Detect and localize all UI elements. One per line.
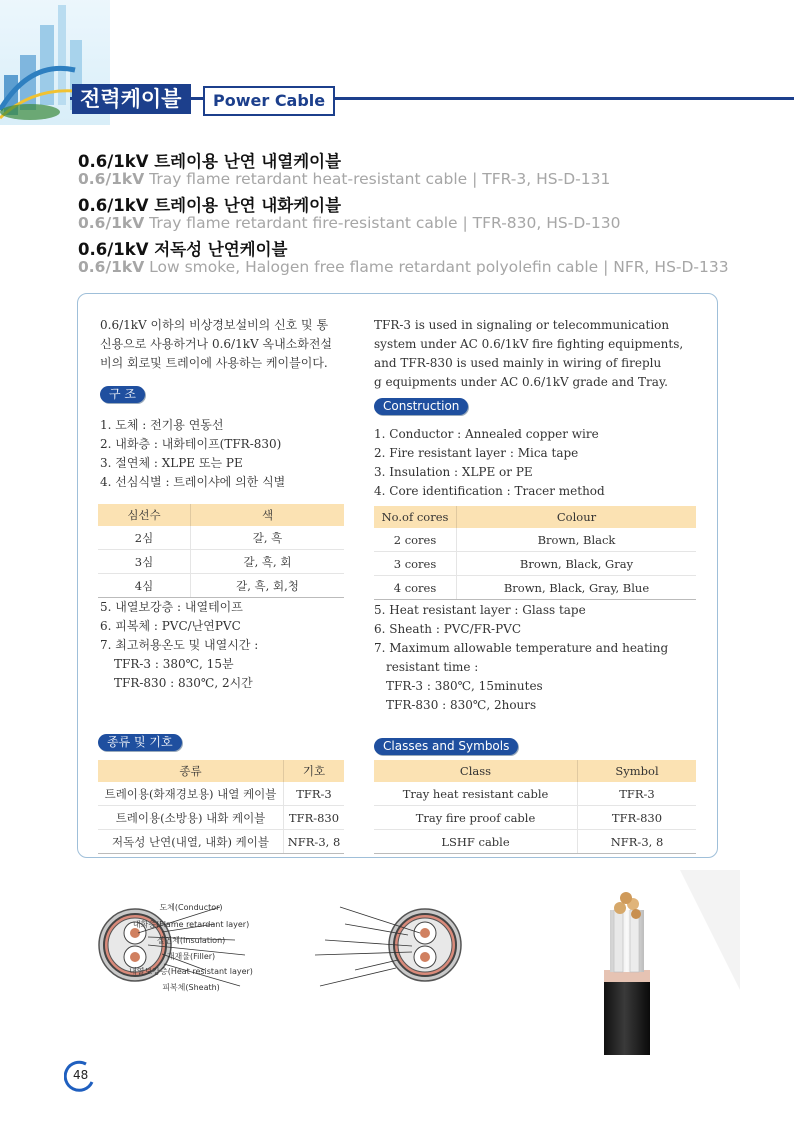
diagram-label-sheath: 피복체(Sheath) — [162, 983, 220, 992]
ko-construction-label: 구 조 — [100, 386, 145, 403]
ko-construction-list: 1. 도체 : 전기용 연동선 2. 내화층 : 내화테이프(TFR-830) 3. 절연체 : XLPE 또는 PE 4. 선심식별 : 트레이샤에 의한 식별 — [100, 418, 286, 489]
diagram-label-conductor: 도체(Conductor) — [159, 903, 223, 912]
en-construction-list-2: 5. Heat resistant layer : Glass tape 6. Sheath : PVC/FR-PVC 7. Maximum allowable temperature and heating resistant time : TFR-3 : 380℃, 15minutes TFR-830 : 830℃, 2hours — [374, 603, 669, 712]
table-row: 3 cores Brown, Black, Gray — [374, 552, 696, 576]
table-row: LSHF cable NFR-3, 8 — [374, 830, 696, 854]
ko-core-table: 심선수 색 2심 갈, 흑 3심 갈, 흑, 회 4심 갈, 흑, 회,청 — [98, 504, 344, 598]
table-row: 2심 갈, 흑 — [98, 526, 344, 550]
ko-construction-list-2: 5. 내열보강층 : 내열테이프 6. 피복체 : PVC/난연PVC 7. 최고허용온도 및 내열시간 : TFR-3 : 380℃, 15분 TFR-830 : 830℃, 2시간 — [100, 600, 259, 690]
table-row: Tray heat resistant cable TFR-3 — [374, 782, 696, 806]
page-number: 48 — [73, 1068, 89, 1082]
title-3-en: 0.6/1kV Low smoke, Halogen free flame retardant polyolefin cable | NFR, HS-D-133 — [78, 258, 729, 276]
en-construction-label: Construction — [374, 398, 468, 415]
table-row: Tray fire proof cable TFR-830 — [374, 806, 696, 830]
table-row: 트레이용(소방용) 내화 케이블 TFR-830 — [98, 806, 344, 830]
table-row: 저독성 난연(내열, 내화) 케이블 NFR-3, 8 — [98, 830, 344, 854]
table-row: 4심 갈, 흑, 회,청 — [98, 574, 344, 598]
en-construction-list: 1. Conductor : Annealed copper wire 2. Fire resistant layer : Mica tape 3. Insulation : XLPE or PE 4. Core identification : Tracer method — [374, 427, 605, 498]
title-1-en: 0.6/1kV Tray flame retardant heat-resistant cable | TFR-3, HS-D-131 — [78, 170, 611, 188]
table-row: 트레이용(화재경보용) 내열 케이블 TFR-3 — [98, 782, 344, 806]
ko-classes-label: 종류 및 기호 — [98, 734, 182, 751]
table-row: 3심 갈, 흑, 회 — [98, 550, 344, 574]
ko-intro: 0.6/1kV 이하의 비상경보설비의 신호 및 통 신용으로 사용하거나 0.6/1kV 옥내소화전설 비의 회로및 트레이에 사용하는 케이블이다. — [100, 318, 333, 370]
table-row: 4 cores Brown, Black, Gray, Blue — [374, 576, 696, 600]
diagram-label-flame-layer: 내화층(Flame retardant layer) — [132, 920, 250, 929]
diagram-label-filler: 개재물(Filler) — [166, 952, 216, 961]
header-title-en: Power Cable — [203, 86, 335, 116]
title-2-en: 0.6/1kV Tray flame retardant fire-resistant cable | TFR-830, HS-D-130 — [78, 214, 621, 232]
en-classes-label: Classes and Symbols — [374, 738, 518, 755]
table-row: 2 cores Brown, Black — [374, 528, 696, 552]
en-class-table: Class Symbol Tray heat resistant cable TFR-3 Tray fire proof cable TFR-830 LSHF cable NFR-3, 8 — [374, 760, 696, 854]
en-intro: TFR-3 is used in signaling or telecommunication system under AC 0.6/1kV fire fighting equipments, and TFR-830 is used mainly in wiring of fireplu g equipments under AC 0.6/1kV grade and Tray. — [374, 318, 684, 389]
title-3-ko: 0.6/1kV 저독성 난연케이블 — [78, 240, 288, 259]
title-2-ko: 0.6/1kV 트레이용 난연 내화케이블 — [78, 196, 342, 215]
en-core-table: No.of cores Colour 2 cores Brown, Black 3 cores Brown, Black, Gray 4 cores Brown, Black, Gray, Blue — [374, 506, 696, 600]
cable-photo — [540, 870, 740, 1060]
diagram-label-heat-layer: 내열보강층(Heat resistant layer) — [129, 967, 253, 976]
diagram-label-insulation: 절연체(Insulation) — [156, 936, 226, 945]
ko-class-table: 종류 기호 트레이용(화재경보용) 내열 케이블 TFR-3 트레이용(소방용) 내화 케이블 TFR-830 저독성 난연(내열, 내화) 케이블 NFR-3, 8 — [98, 760, 344, 854]
header-title-ko: 전력케이블 — [72, 84, 191, 114]
title-1-ko: 0.6/1kV 트레이용 난연 내열케이블 — [78, 152, 342, 171]
